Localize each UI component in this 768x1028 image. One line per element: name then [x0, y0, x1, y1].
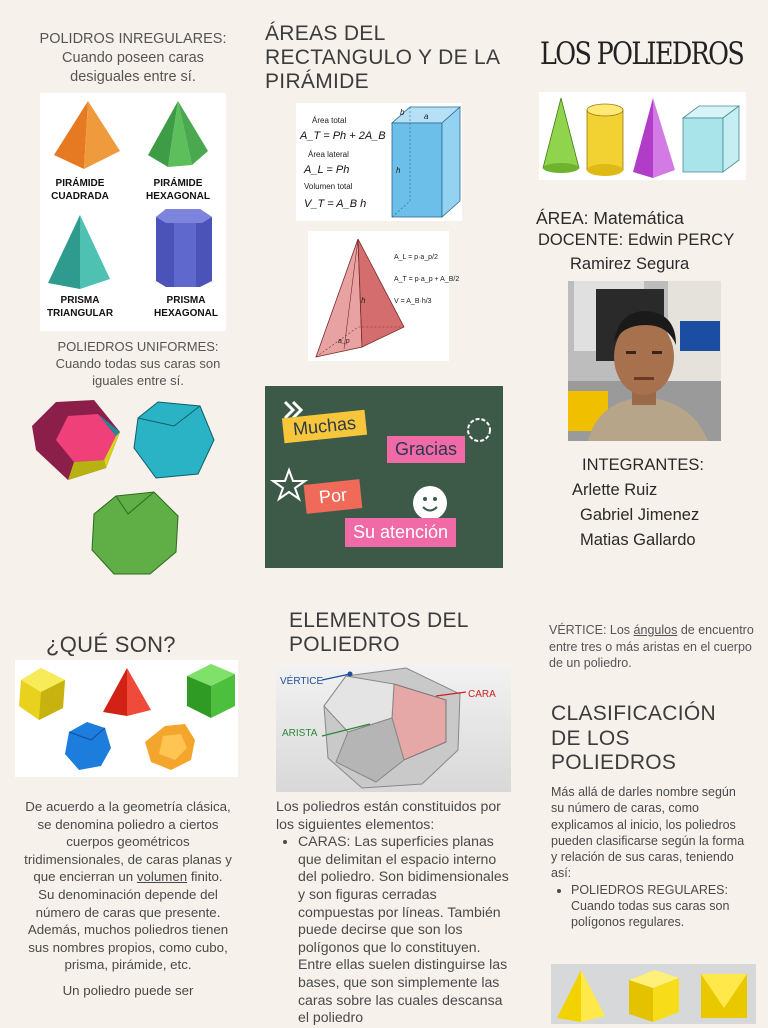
green-cube-shape: [187, 664, 235, 718]
definition-text: De acuerdo a la geometría clásica, se denomina poliedro a ciertos cuerpos geométricos tridimensionales, de caras planas y que encierran un: [24, 799, 232, 885]
docente-name-text: Ramirez Segura: [570, 255, 690, 273]
member-2: Gabriel Jimenez: [580, 506, 700, 524]
regular-polyhedra-image: [551, 964, 756, 1024]
volumen-link[interactable]: volumen: [136, 869, 188, 885]
member-3: Matias Gallardo: [580, 531, 696, 549]
formula-text: V_T = A_B h: [304, 198, 367, 210]
uniform-title: POLIEDROS UNIFORMES:: [57, 339, 219, 354]
definition-text-end: finito.: [190, 869, 223, 885]
green-cone-shape: [543, 98, 579, 173]
square-pyramid-shape: [54, 101, 120, 169]
blue-prism-diagram: [392, 107, 460, 217]
formula-text: A_T = p·a_p + A_B/2: [394, 276, 460, 283]
hexagonal-pyramid-shape: [148, 101, 208, 167]
prism-label-h: h: [396, 166, 401, 175]
docente-text: DOCENTE: Edwin PERCY: [538, 231, 735, 249]
triangular-prism-shape: [48, 215, 110, 289]
cara-label: CARA: [468, 689, 496, 700]
area-text: ÁREA: Matemática: [536, 208, 684, 228]
irregular-title: POLIDROS INREGULARES:: [39, 31, 227, 47]
icosahedron-wire-shape: [134, 402, 214, 478]
formula-label: Volumen total: [304, 182, 353, 191]
formula-label: Área total: [312, 116, 347, 125]
elementos-intro: Los poliedros están constituidos por los siguientes elementos:: [276, 798, 501, 832]
shape-label: PIRÁMIDE: [153, 178, 203, 189]
pyramid-label-ap: a_p: [338, 338, 350, 345]
polyhedron-elements-image: [276, 666, 511, 792]
thanks-board: [265, 386, 503, 568]
caras-bullet: • CARAS: Las superficies planas que delimitan el espacio interno del poliedro. Son bidimensionales y son figuras cerradas compuestas por líneas. También puede decirse que son los polígonos que lo constituyen. Entre ellas suelen distinguirse las bases, que son simplemente las caras sobre las cuales descansa el poliedro: [298, 833, 512, 1027]
shape-label: HEXAGONAL: [154, 308, 218, 319]
red-pyramid-diagram: [316, 239, 404, 357]
shape-label: HEXAGONAL: [146, 191, 210, 202]
vertice-text-end: de encuentro entre tres o más aristas en el cuerpo de un poliedro.: [549, 623, 754, 670]
colorful-solids-image: [15, 660, 238, 777]
yellow-octahedron-shape: [701, 974, 747, 1018]
colored-solids-image: [539, 92, 746, 180]
shape-label: PRISMA: [166, 295, 206, 306]
uniform-desc: Cuando todas sus caras son iguales entre sí.: [55, 356, 221, 388]
vertice-text: VÉRTICE: Los: [549, 623, 631, 637]
arista-label: ARISTA: [282, 728, 318, 739]
formula-text: A_L = Ph: [304, 164, 350, 176]
yellow-octahedron-shape: [19, 668, 65, 720]
gray-dodecahedron-shape: [324, 668, 460, 788]
flower-badge-icon: [468, 419, 490, 441]
clasificacion-heading: CLASIFICACIÓN DE LOS POLIEDROS: [551, 702, 716, 774]
thanks-word-1: Muchas: [282, 410, 367, 444]
formula-text: A_T = Ph + 2A_B: [300, 130, 386, 142]
poliedro-puede-text: Un poliedro puede ser: [62, 982, 194, 998]
star-icon: [273, 470, 305, 499]
member-1: Arlette Ruiz: [572, 481, 658, 499]
pyramid-formula-image: [308, 231, 460, 361]
main-title: LOS POLIEDROS: [540, 36, 744, 72]
prism-formula-image: [296, 103, 462, 221]
yellow-cylinder-shape: [587, 104, 623, 176]
vertice-label: VÉRTICE: [280, 676, 324, 687]
shape-label: TRIANGULAR: [46, 308, 114, 319]
yellow-tetrahedron-shape: [557, 970, 605, 1022]
clasificacion-text: Más allá de darles nombre según su número de caras, como explicamos al inicio, los poliedros pueden clasificarse según la forma y relación de sus caras, teniendo así:: [551, 785, 745, 881]
shape-label: PRISMA: [60, 295, 100, 306]
formula-label: Área lateral: [308, 150, 349, 159]
irregular-desc: Cuando poseen caras desiguales entre sí.: [62, 50, 204, 85]
formula-text: A_L = p·a_p/2: [394, 254, 438, 261]
formula-text: V = A_B·h/3: [394, 298, 432, 305]
areas-heading: ÁREAS DEL RECTANGULO Y DE LA PIRÁMIDE: [265, 22, 500, 93]
uniform-polyhedra-image: [28, 396, 228, 578]
angulos-link[interactable]: ángulos: [633, 623, 678, 637]
teacher-photo: [568, 281, 721, 441]
orange-dodecahedron-shape: [145, 724, 195, 770]
prism-label-a: a: [424, 112, 429, 121]
yellow-cube-shape: [629, 970, 679, 1022]
cyan-cube-shape: [683, 106, 739, 172]
rhombicuboctahedron-shape: [92, 492, 178, 574]
shape-label: PIRÁMIDE: [55, 178, 105, 189]
shape-label: CUADRADA: [51, 191, 109, 202]
thanks-word-3: Por: [304, 479, 363, 514]
red-pyramid-shape: [103, 668, 151, 716]
truncated-octahedron-shape: [32, 400, 120, 480]
integrantes-title: INTEGRANTES:: [582, 456, 704, 474]
elementos-heading: ELEMENTOS DEL POLIEDRO: [289, 609, 468, 656]
hexagonal-prism-shape: [156, 209, 212, 287]
thanks-word-2: Gracias: [387, 436, 465, 463]
purple-pyramid-shape: [633, 98, 675, 178]
blue-icosahedron-shape: [65, 722, 111, 770]
regulares-bullet: • POLIEDROS REGULARES: Cuando todas sus caras son polígonos regulares.: [571, 882, 751, 931]
pyramid-label-h: h: [361, 296, 366, 305]
thanks-word-4: Su atención: [345, 518, 456, 547]
que-son-heading: ¿QUÉ SON?: [46, 632, 176, 657]
irregular-shapes-image: [40, 93, 226, 331]
denomination-text: Su denominación depende del número de caras que presente. Además, muchos poliedros tienen sus nombres propios, como cubo, prisma, pirámide, etc.: [27, 886, 229, 973]
smiley-icon: [413, 486, 447, 520]
prism-label-b: b: [400, 108, 405, 117]
